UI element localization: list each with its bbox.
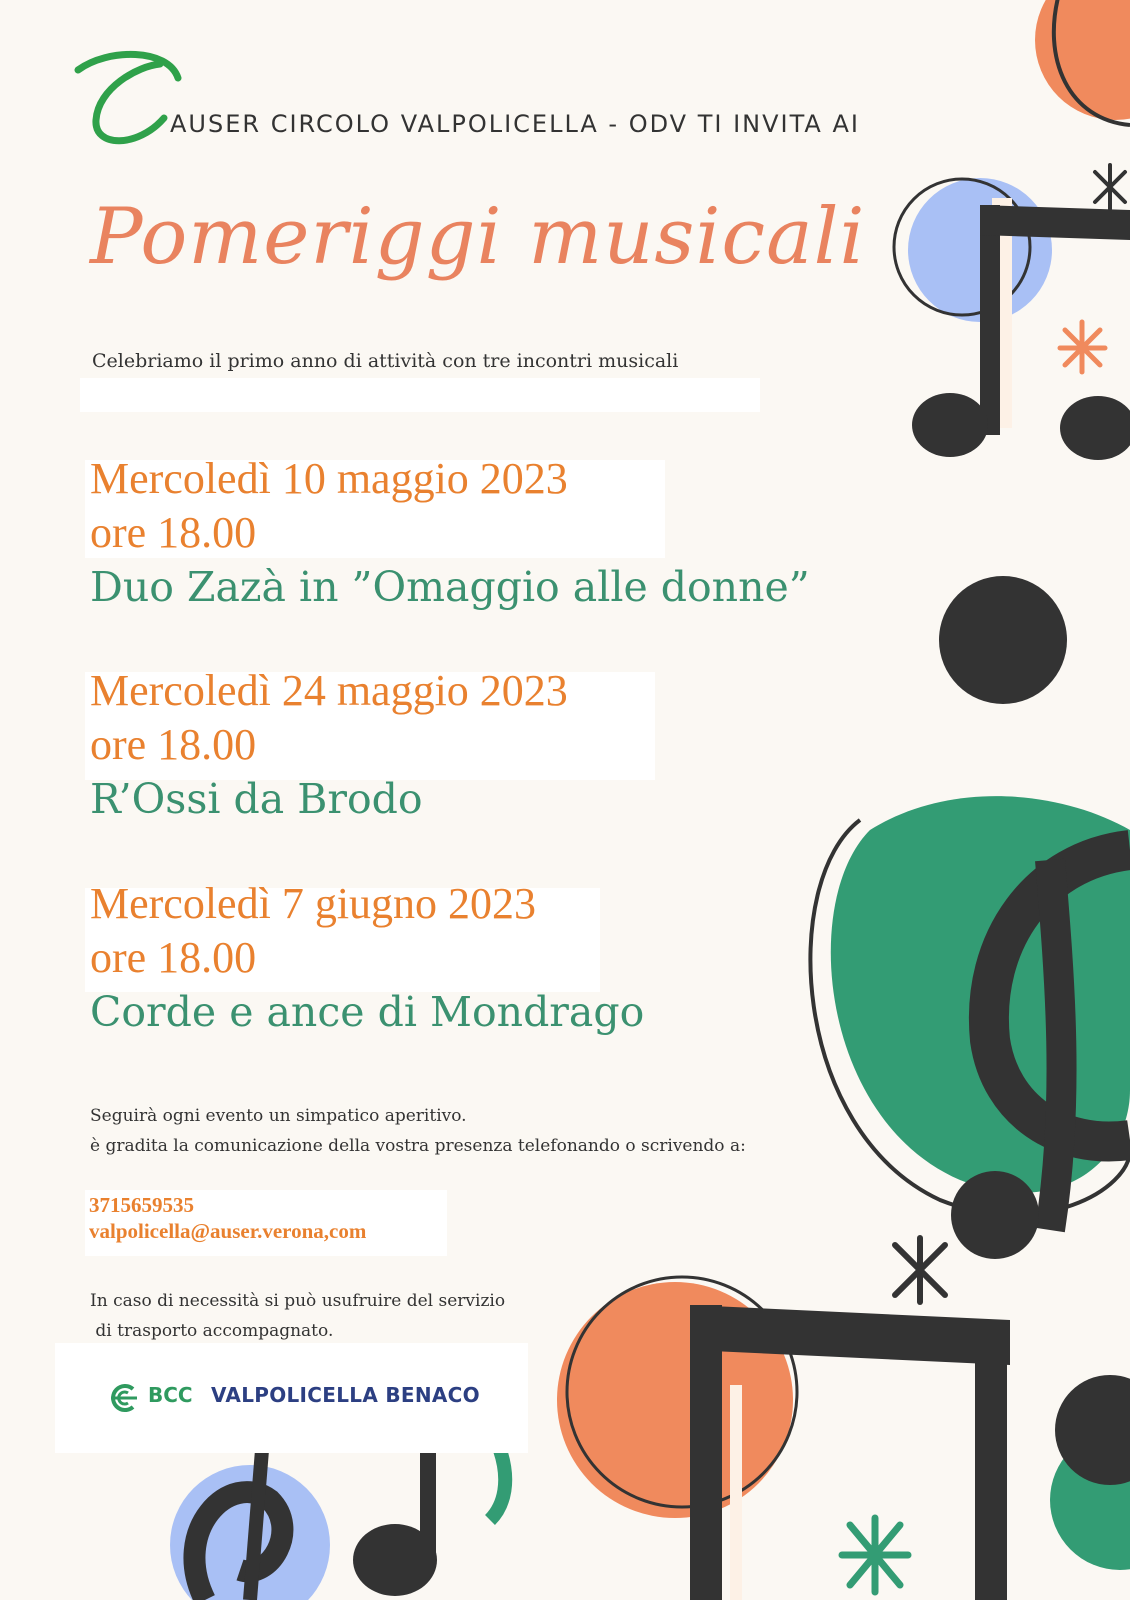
green-star-decoration <box>842 1518 908 1592</box>
sponsor-prefix: BCC <box>148 1383 193 1407</box>
organization-title: AUSER CIRCOLO VALPOLICELLA - ODV TI INVITA AI <box>170 110 860 138</box>
aperitivo-note: Seguirà ogni evento un simpatico aperitivo. <box>90 1106 467 1126</box>
event-title: R’Ossi da Brodo <box>90 775 423 823</box>
rsvp-note: è gradita la comunicazione della vostra presenza telefonando o scrivendo a: <box>90 1136 746 1156</box>
event-date: Mercoledì 24 maggio 2023 <box>90 666 568 715</box>
asterisk-decoration <box>1095 165 1125 209</box>
info-note <box>90 1101 746 1161</box>
page-title: Pomeriggi musicali <box>90 192 866 282</box>
transport-note <box>90 1286 505 1346</box>
transport-line-1: In caso di necessità si può usufruire del servizio <box>90 1291 506 1311</box>
event-title: Corde e ance di Mondrago <box>90 988 645 1036</box>
contact-block <box>89 1192 366 1244</box>
orange-star-decoration <box>1060 322 1105 372</box>
phone-number[interactable]: 3715659535 <box>89 1193 194 1217</box>
bcc-logo-icon <box>107 1381 141 1415</box>
sponsor-name: VALPOLICELLA BENACO <box>211 1383 480 1407</box>
event-title: Duo Zazà in ”Omaggio alle donne” <box>90 563 810 611</box>
black-star-decoration <box>895 1238 945 1302</box>
event-2 <box>90 664 568 826</box>
event-3 <box>90 877 644 1039</box>
black-dot-decoration <box>939 576 1067 704</box>
event-date: Mercoledì 7 giugno 2023 <box>90 879 537 928</box>
event-time: ore 18.00 <box>90 508 257 557</box>
transport-line-2: di trasporto accompagnato. <box>90 1321 334 1341</box>
event-1 <box>90 452 810 614</box>
subtitle-highlight <box>80 378 760 412</box>
event-time: ore 18.00 <box>90 720 257 769</box>
event-time: ore 18.00 <box>90 933 257 982</box>
subtitle: Celebriamo il primo anno di attività con tre incontri musicali <box>92 350 679 372</box>
treble-clef-decoration <box>810 796 1130 1259</box>
email-address[interactable]: valpolicella@auser.verona,com <box>89 1219 367 1243</box>
orange-circle-decoration <box>1035 0 1130 120</box>
event-date: Mercoledì 10 maggio 2023 <box>90 454 568 503</box>
